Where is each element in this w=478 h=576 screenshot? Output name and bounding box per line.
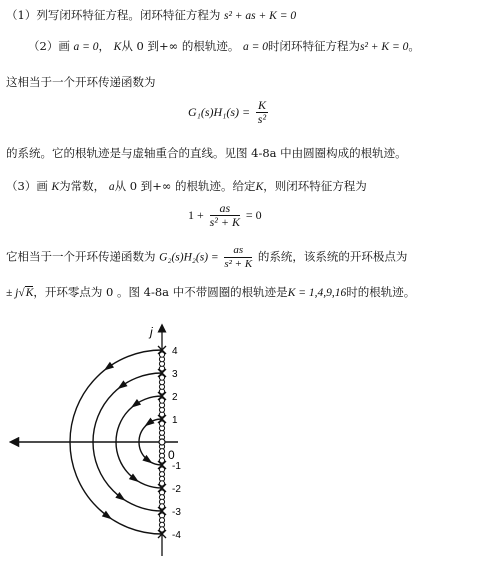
paragraph-text: ，开环零点为 0 。图 4-8a 中不带圆圈的根轨迹是: [33, 285, 288, 299]
sqrt-radicand: K: [25, 287, 34, 299]
locus-arrow: [131, 399, 141, 408]
paragraph-1: [6, 7, 296, 24]
axis-circle-marker: [159, 398, 164, 403]
paragraph-3: [6, 74, 156, 90]
inline-math: s² + K = 0: [360, 41, 409, 53]
equation-rhs: = 0: [245, 208, 262, 222]
equation-1: [188, 99, 270, 126]
paragraph-2: [28, 38, 420, 55]
axis-circle-marker: [159, 504, 164, 509]
paragraph-text: ，: [98, 39, 110, 53]
axis-circle-marker: [159, 352, 164, 357]
fraction-numerator: as: [224, 244, 252, 258]
tick-label: -2: [172, 484, 181, 495]
char-equation: s² + as + K = 0: [223, 10, 297, 22]
inline-math: K: [113, 41, 122, 53]
locus-arrow: [144, 418, 154, 427]
zero-marker: [159, 439, 165, 445]
paragraph-text: 的系统，该系统的开环极点为: [257, 249, 408, 264]
imag-axis-label: j: [150, 325, 153, 339]
fraction: [224, 244, 252, 271]
paragraph-text: 这相当于一个开环传递函数为: [6, 75, 156, 89]
origin-label: 0: [168, 448, 175, 462]
tick-label: 1: [172, 415, 178, 426]
locus-arrow: [102, 511, 112, 520]
fraction: [210, 202, 240, 229]
paragraph-text: 的系统。它的根轨迹是与虚轴重合的直线。见图 4-8a 中由圆圈构成的根轨迹。: [6, 146, 407, 160]
fraction-numerator: as: [210, 202, 240, 216]
inline-math: K: [255, 181, 264, 193]
paragraph-text: 为常数，: [59, 179, 106, 193]
paragraph-text: 。: [408, 39, 420, 53]
paragraph-text: 画: [58, 39, 70, 53]
item-label: （2）: [28, 39, 59, 53]
tick-label: 2: [172, 392, 178, 403]
axis-circle-marker: [159, 481, 164, 486]
tick-label: -3: [172, 507, 181, 518]
paragraph-4: [6, 145, 407, 161]
tick-label: -4: [172, 530, 181, 541]
paragraph-text: 时的根轨迹。: [346, 285, 416, 299]
paragraph-text: 时闭环特征方程为: [268, 39, 360, 53]
fraction-numerator: K: [257, 98, 266, 112]
fraction-denominator: s² + K: [224, 258, 253, 270]
axis-circle-marker: [159, 458, 164, 463]
inline-math: a = 0: [73, 41, 99, 53]
paragraph-text: 它相当于一个开环传递函数为: [6, 249, 156, 264]
paragraph-6: [6, 244, 407, 271]
inline-math: ± j: [6, 287, 19, 299]
tick-labels: [172, 346, 181, 541]
item-label: （1）: [6, 8, 37, 22]
inline-math: K = 1,4,9,16: [287, 287, 347, 299]
equation-lhs: G₁(s)H₁(s) =: [188, 105, 251, 119]
equation-lhs: 1 +: [188, 208, 204, 222]
tick-label: 3: [172, 369, 178, 380]
equation-2: [188, 202, 262, 229]
root-locus-figure: [0, 316, 478, 576]
paragraph-5: [6, 178, 367, 195]
fraction: [256, 99, 268, 126]
item-label: （3）: [6, 179, 37, 193]
fraction-denominator: s²: [257, 112, 267, 126]
paragraph-text: 从 0 到+∞ 的根轨迹。给定: [114, 179, 256, 193]
axis-circle-marker: [159, 375, 164, 380]
paragraph-7: [6, 284, 415, 301]
tick-label: 4: [172, 346, 178, 357]
locus-arrow: [104, 362, 114, 371]
paragraph-text: ，则闭环特征方程为: [263, 179, 367, 193]
locus-arrow: [117, 380, 127, 389]
axis-circle-marker: [159, 421, 164, 426]
inline-math: a: [108, 181, 115, 193]
sqrt-sign: √: [18, 287, 25, 299]
inline-math: K: [51, 181, 60, 193]
locus-layer: [14, 328, 178, 556]
inline-math: a = 0: [242, 41, 268, 53]
fraction-denominator: s² + K: [209, 215, 240, 229]
paragraph-text: 画: [36, 179, 48, 193]
inline-math: G₂(s)H₂(s) =: [159, 251, 219, 264]
axis-circle-marker: [159, 527, 164, 532]
tick-label: -1: [172, 461, 181, 472]
paragraph-text: 从 0 到+∞ 的根轨迹。: [121, 39, 240, 53]
paragraph-text: 列写闭环特征方程。闭环特征方程为: [36, 8, 221, 22]
